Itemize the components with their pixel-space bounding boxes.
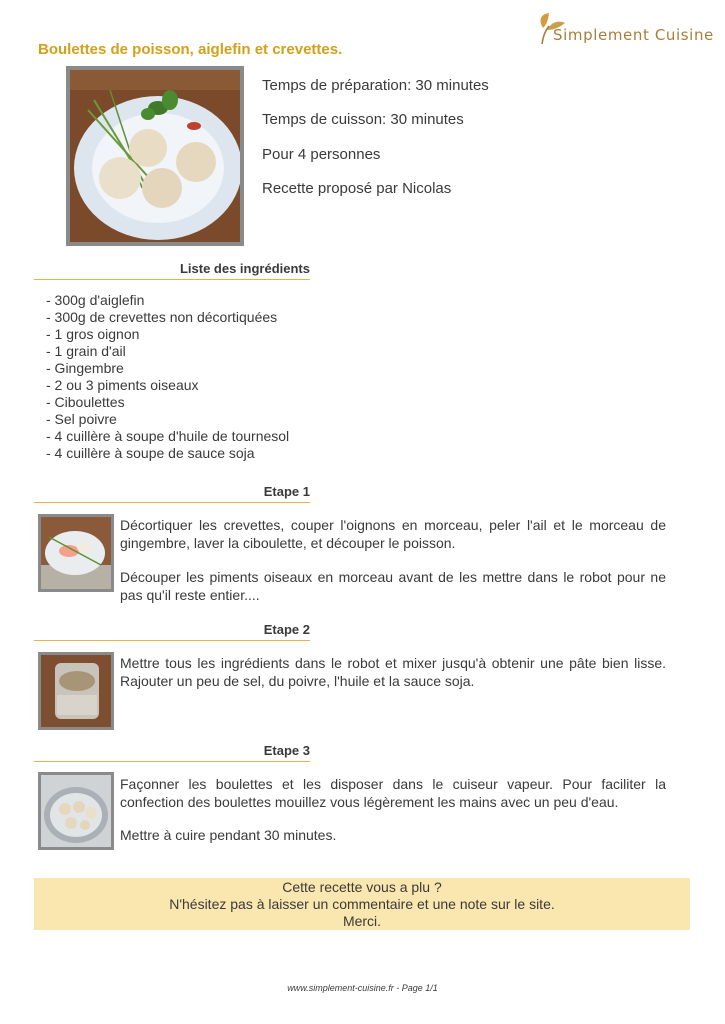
step-1-heading: Etape 1 <box>263 484 310 499</box>
banner-line-1: Cette recette vous a plu ? <box>282 879 442 895</box>
step-3-text-2: Mettre à cuire pendant 30 minutes. <box>120 827 337 843</box>
ingredient-item: - 300g d'aiglefin <box>46 292 145 308</box>
banner-line-2: N'hésitez pas à laisser un commentaire et une note sur le site. <box>169 896 555 912</box>
feedback-banner <box>34 878 690 930</box>
ingredient-item: - 2 ou 3 piments oiseaux <box>46 377 199 393</box>
recipe-author: Recette proposé par Nicolas <box>262 180 452 197</box>
step-2-photo <box>38 652 114 730</box>
page-footer: www.simplement-cuisine.fr - Page 1/1 <box>287 983 438 993</box>
ingredient-item: - Ciboulettes <box>46 394 125 410</box>
ingredient-list <box>46 292 289 462</box>
step-2-heading: Etape 2 <box>263 622 310 637</box>
prep-time: Temps de préparation: 30 minutes <box>262 77 489 94</box>
divider <box>34 640 310 641</box>
ingredient-item: - Gingembre <box>46 360 124 376</box>
ingredient-item: - 300g de crevettes non décortiquées <box>46 309 278 325</box>
step-2-text-1: Mettre tous les ingrédients dans le robot et mixer jusqu'à obtenir une pâte bien lisse. Rajouter un peu de sel, du poivre, l'huile et la sauce soja. <box>120 655 666 689</box>
ingredient-item: - 1 grain d'ail <box>46 343 126 359</box>
brand-name: Simplement Cuisine <box>553 26 714 44</box>
dish-photo <box>66 66 244 246</box>
ingredients-heading: Liste des ingrédients <box>179 261 310 276</box>
step-1-text-2: Découper les piments oiseaux en morceau avant de les mettre dans le robot pour ne pas qu'il reste entier.... <box>120 569 666 603</box>
ingredient-item: - 4 cuillère à soupe d'huile de tournesol <box>46 428 290 444</box>
ingredient-item: - 4 cuillère à soupe de sauce soja <box>46 445 255 461</box>
step-1-photo <box>38 514 114 592</box>
divider <box>34 761 310 762</box>
cook-time: Temps de cuisson: 30 minutes <box>262 111 464 128</box>
ingredient-item: - 1 gros oignon <box>46 326 140 342</box>
ingredient-item: - Sel poivre <box>46 411 117 427</box>
brand-logo <box>533 8 713 48</box>
divider <box>34 502 310 503</box>
banner-line-3: Merci. <box>342 913 382 929</box>
divider <box>34 279 310 280</box>
step-3-text-1: Façonner les boulettes et les disposer dans le cuiseur vapeur. Pour faciliter la confection des boulettes mouillez vous légèrement les mains avec un peu d'eau. <box>120 776 666 810</box>
step-1-text-1: Décortiquer les crevettes, couper l'oignons en morceau, peler l'ail et le morceau de gingembre, laver la ciboulette, et découper le poisson. <box>120 517 666 551</box>
servings: Pour 4 personnes <box>262 146 381 163</box>
step-3-heading: Etape 3 <box>263 743 310 758</box>
recipe-title: Boulettes de poisson, aiglefin et crevettes. <box>38 41 343 58</box>
step-3-photo <box>38 772 114 850</box>
